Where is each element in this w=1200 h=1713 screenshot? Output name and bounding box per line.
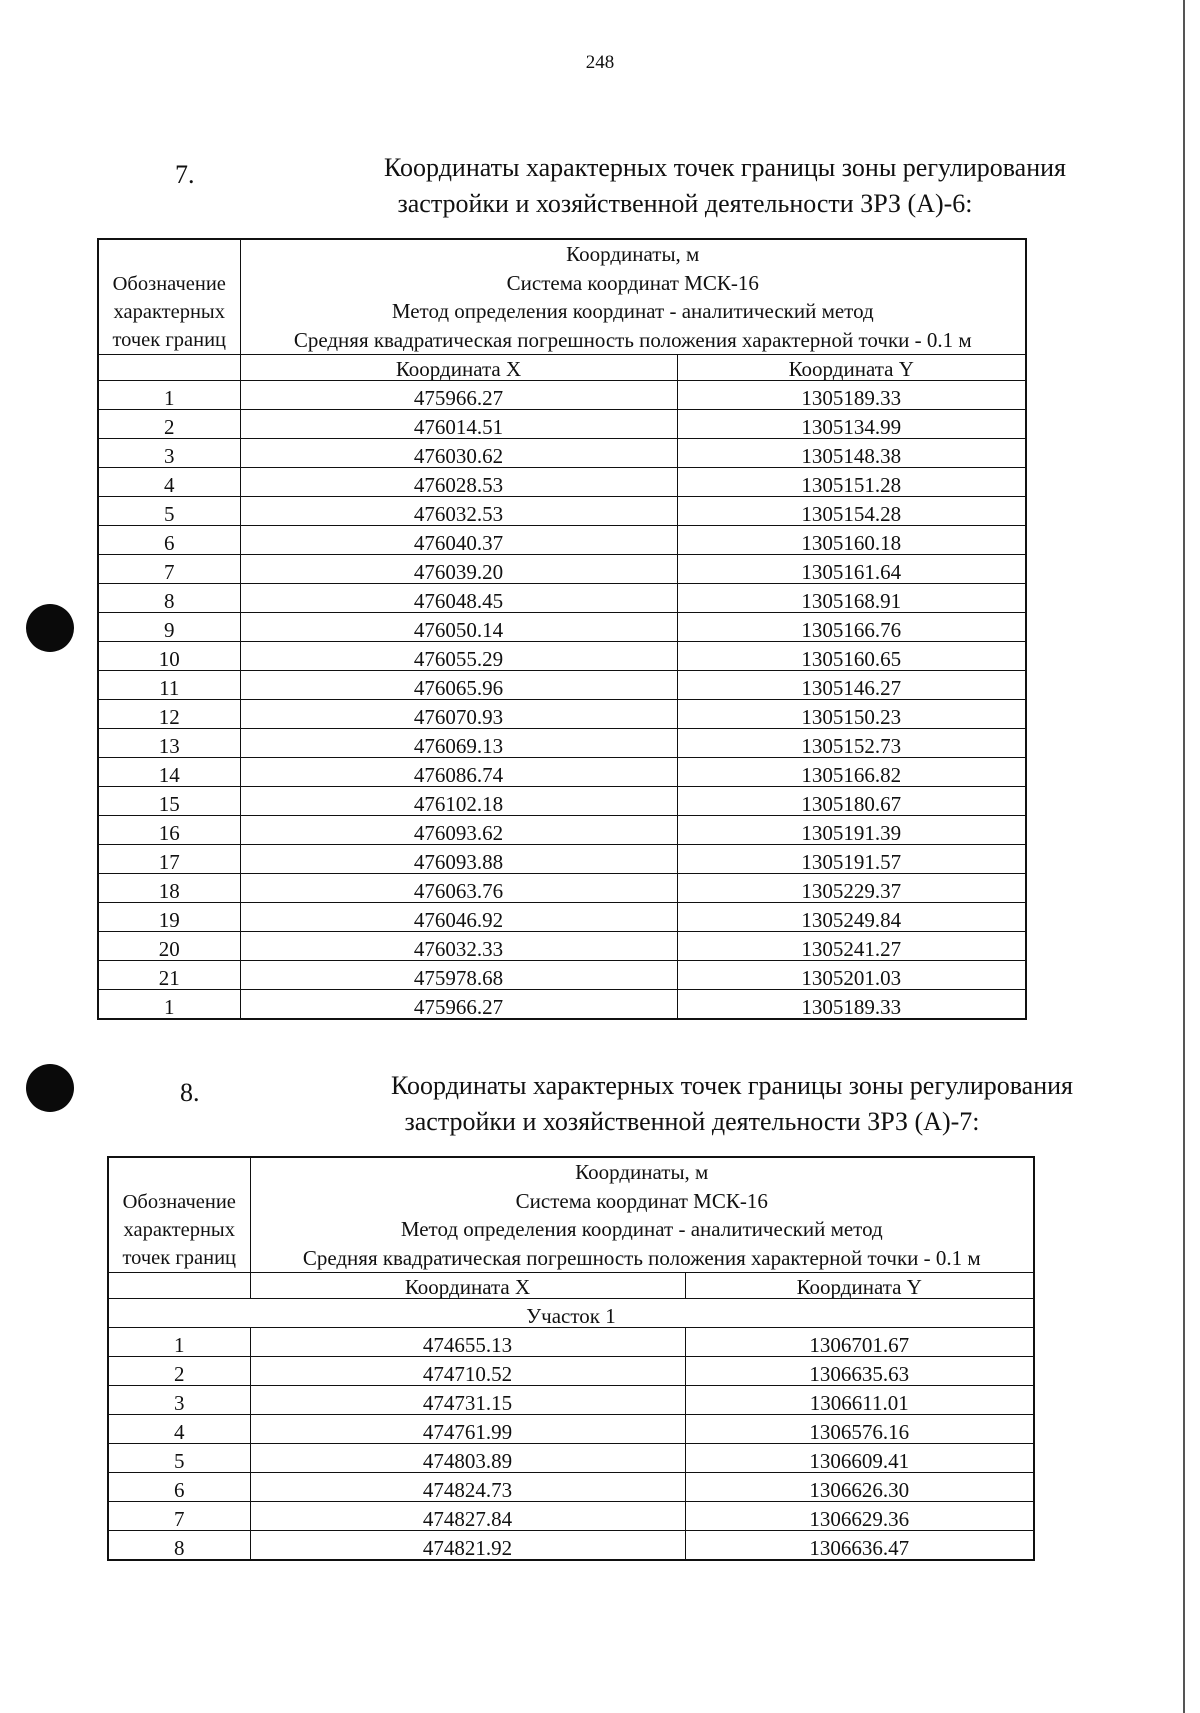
point-number-cell: 19 xyxy=(98,903,240,932)
x-coordinate-cell: 476032.33 xyxy=(240,932,677,961)
x-coordinate-cell: 476039.20 xyxy=(240,555,677,584)
table-row xyxy=(98,903,1026,932)
x-coordinate-cell: 476093.88 xyxy=(240,845,677,874)
x-coordinate-cell: 474710.52 xyxy=(250,1357,685,1386)
y-coordinate-cell: 1306611.01 xyxy=(685,1386,1034,1415)
column-header-y: Координата Y xyxy=(685,1273,1034,1299)
column-header-x: Координата X xyxy=(240,355,677,381)
table-row xyxy=(98,961,1026,990)
point-number-cell: 20 xyxy=(98,932,240,961)
y-coordinate-cell: 1305160.18 xyxy=(677,526,1026,555)
point-number-cell: 14 xyxy=(98,758,240,787)
point-number-cell: 11 xyxy=(98,671,240,700)
table-row xyxy=(98,816,1026,845)
y-coordinate-cell: 1306701.67 xyxy=(685,1328,1034,1357)
y-coordinate-cell: 1305191.57 xyxy=(677,845,1026,874)
point-number-cell: 8 xyxy=(108,1531,250,1561)
x-coordinate-cell: 476028.53 xyxy=(240,468,677,497)
y-coordinate-cell: 1305151.28 xyxy=(677,468,1026,497)
table-row xyxy=(98,613,1026,642)
empty-header-cell xyxy=(98,355,240,381)
point-number-cell: 9 xyxy=(98,613,240,642)
table-row xyxy=(98,671,1026,700)
table-row xyxy=(98,642,1026,671)
header-line: точек границ xyxy=(112,329,227,351)
point-number-cell: 4 xyxy=(108,1415,250,1444)
header-line: Средняя квадратическая погрешность положения характерной точки - 0.1 м xyxy=(293,327,972,352)
table-row xyxy=(108,1502,1034,1531)
point-number-cell: 6 xyxy=(108,1473,250,1502)
table-row xyxy=(98,497,1026,526)
x-coordinate-cell: 476063.76 xyxy=(240,874,677,903)
x-coordinate-cell: 476030.62 xyxy=(240,439,677,468)
section-title-line: застройки и хозяйственной деятельности ЗРЗ (А)-7: xyxy=(404,1107,980,1136)
point-number-cell: 5 xyxy=(98,497,240,526)
point-number-cell: 2 xyxy=(98,410,240,439)
point-number-cell: 21 xyxy=(98,961,240,990)
x-coordinate-cell: 476014.51 xyxy=(240,410,677,439)
y-coordinate-cell: 1305146.27 xyxy=(677,671,1026,700)
table-row xyxy=(98,439,1026,468)
header-line: Обозначение xyxy=(122,1191,236,1213)
x-coordinate-cell: 474821.92 xyxy=(250,1531,685,1561)
x-coordinate-cell: 474655.13 xyxy=(250,1328,685,1357)
point-number-cell: 18 xyxy=(98,874,240,903)
y-coordinate-cell: 1305249.84 xyxy=(677,903,1026,932)
y-coordinate-cell: 1305152.73 xyxy=(677,729,1026,758)
header-line: точек границ xyxy=(122,1247,237,1269)
table-row xyxy=(98,526,1026,555)
point-label-header xyxy=(108,1157,250,1273)
table-row xyxy=(98,729,1026,758)
table-row xyxy=(98,700,1026,729)
table-row xyxy=(98,932,1026,961)
header-line: характерных xyxy=(113,301,225,323)
point-number-cell: 13 xyxy=(98,729,240,758)
y-coordinate-cell: 1305161.64 xyxy=(677,555,1026,584)
header-line: Координаты, м xyxy=(575,1160,709,1184)
x-coordinate-cell: 476040.37 xyxy=(240,526,677,555)
point-number-cell: 6 xyxy=(98,526,240,555)
empty-header-cell xyxy=(108,1273,250,1299)
x-coordinate-cell: 476102.18 xyxy=(240,787,677,816)
table-row xyxy=(108,1386,1034,1415)
x-coordinate-cell: 476086.74 xyxy=(240,758,677,787)
x-coordinate-cell: 475966.27 xyxy=(240,990,677,1020)
y-coordinate-cell: 1306635.63 xyxy=(685,1357,1034,1386)
section-title-line: Координаты характерных точек границы зоны регулирования xyxy=(384,153,1066,182)
point-number-cell: 1 xyxy=(108,1328,250,1357)
point-number-cell: 17 xyxy=(98,845,240,874)
header-line: Система координат МСК-16 xyxy=(515,1188,768,1213)
table-row xyxy=(108,1357,1034,1386)
table-row xyxy=(98,468,1026,497)
x-coordinate-cell: 476069.13 xyxy=(240,729,677,758)
table-row xyxy=(108,1328,1034,1357)
section-title-line: Координаты характерных точек границы зоны регулирования xyxy=(391,1071,1073,1100)
table-row xyxy=(98,758,1026,787)
table-row xyxy=(98,381,1026,410)
header-line: Система координат МСК-16 xyxy=(506,270,759,295)
x-coordinate-cell: 474803.89 xyxy=(250,1444,685,1473)
x-coordinate-cell: 474827.84 xyxy=(250,1502,685,1531)
table-row xyxy=(98,410,1026,439)
x-coordinate-cell: 476055.29 xyxy=(240,642,677,671)
y-coordinate-cell: 1305150.23 xyxy=(677,700,1026,729)
point-number-cell: 1 xyxy=(98,381,240,410)
table-row xyxy=(108,1444,1034,1473)
y-coordinate-cell: 1305134.99 xyxy=(677,410,1026,439)
punch-hole-upper xyxy=(26,604,74,652)
x-coordinate-cell: 476065.96 xyxy=(240,671,677,700)
y-coordinate-cell: 1305189.33 xyxy=(677,990,1026,1020)
point-number-cell: 16 xyxy=(98,816,240,845)
header-line: Метод определения координат - аналитический метод xyxy=(400,1217,883,1241)
point-label-header xyxy=(98,239,240,355)
point-number-cell: 1 xyxy=(98,990,240,1020)
point-number-cell: 2 xyxy=(108,1357,250,1386)
point-number-cell: 12 xyxy=(98,700,240,729)
y-coordinate-cell: 1306636.47 xyxy=(685,1531,1034,1561)
point-number-cell: 7 xyxy=(108,1502,250,1531)
section-number: 7. xyxy=(175,160,195,189)
table-row xyxy=(108,1415,1034,1444)
section-title-line: застройки и хозяйственной деятельности ЗРЗ (А)-6: xyxy=(397,189,973,218)
table-row xyxy=(98,787,1026,816)
header-line: Метод определения координат - аналитический метод xyxy=(391,299,874,323)
y-coordinate-cell: 1305168.91 xyxy=(677,584,1026,613)
y-coordinate-cell: 1306626.30 xyxy=(685,1473,1034,1502)
coordinates-header xyxy=(250,1157,1034,1273)
table-row xyxy=(98,845,1026,874)
section-title xyxy=(277,1068,1107,1140)
table-row xyxy=(98,990,1026,1020)
table-row xyxy=(108,1531,1034,1561)
y-coordinate-cell: 1306629.36 xyxy=(685,1502,1034,1531)
x-coordinate-cell: 474761.99 xyxy=(250,1415,685,1444)
point-number-cell: 15 xyxy=(98,787,240,816)
x-coordinate-cell: 475966.27 xyxy=(240,381,677,410)
point-number-cell: 3 xyxy=(98,439,240,468)
header-line: характерных xyxy=(123,1219,235,1241)
y-coordinate-cell: 1305241.27 xyxy=(677,932,1026,961)
page-number: 248 xyxy=(585,52,615,73)
y-coordinate-cell: 1305191.39 xyxy=(677,816,1026,845)
x-coordinate-cell: 476046.92 xyxy=(240,903,677,932)
point-number-cell: 4 xyxy=(98,468,240,497)
x-coordinate-cell: 476070.93 xyxy=(240,700,677,729)
y-coordinate-cell: 1305229.37 xyxy=(677,874,1026,903)
table-row xyxy=(108,1473,1034,1502)
scan-edge-line xyxy=(1183,0,1185,1713)
point-number-cell: 3 xyxy=(108,1386,250,1415)
x-coordinate-cell: 474731.15 xyxy=(250,1386,685,1415)
point-number-cell: 5 xyxy=(108,1444,250,1473)
y-coordinate-cell: 1306609.41 xyxy=(685,1444,1034,1473)
y-coordinate-cell: 1305166.82 xyxy=(677,758,1026,787)
header-line: Средняя квадратическая погрешность положения характерной точки - 0.1 м xyxy=(302,1245,981,1270)
x-coordinate-cell: 476050.14 xyxy=(240,613,677,642)
y-coordinate-cell: 1305166.76 xyxy=(677,613,1026,642)
section-number: 8. xyxy=(180,1078,200,1107)
y-coordinate-cell: 1306576.16 xyxy=(685,1415,1034,1444)
y-coordinate-cell: 1305180.67 xyxy=(677,787,1026,816)
x-coordinate-cell: 476032.53 xyxy=(240,497,677,526)
header-line: Обозначение xyxy=(112,273,226,295)
coordinates-table xyxy=(107,1156,1035,1561)
punch-hole-lower xyxy=(26,1064,74,1112)
table-row xyxy=(98,555,1026,584)
coordinates-table xyxy=(97,238,1027,1020)
point-number-cell: 7 xyxy=(98,555,240,584)
header-line: Координаты, м xyxy=(566,242,700,266)
column-header-y: Координата Y xyxy=(677,355,1026,381)
x-coordinate-cell: 475978.68 xyxy=(240,961,677,990)
point-number-cell: 8 xyxy=(98,584,240,613)
x-coordinate-cell: 476093.62 xyxy=(240,816,677,845)
y-coordinate-cell: 1305148.38 xyxy=(677,439,1026,468)
x-coordinate-cell: 474824.73 xyxy=(250,1473,685,1502)
y-coordinate-cell: 1305160.65 xyxy=(677,642,1026,671)
plot-section-label: Участок 1 xyxy=(108,1299,1034,1328)
y-coordinate-cell: 1305201.03 xyxy=(677,961,1026,990)
y-coordinate-cell: 1305154.28 xyxy=(677,497,1026,526)
y-coordinate-cell: 1305189.33 xyxy=(677,381,1026,410)
table-row xyxy=(98,584,1026,613)
table-row xyxy=(98,874,1026,903)
column-header-x: Координата X xyxy=(250,1273,685,1299)
point-number-cell: 10 xyxy=(98,642,240,671)
x-coordinate-cell: 476048.45 xyxy=(240,584,677,613)
coordinates-header xyxy=(240,239,1026,355)
section-title xyxy=(270,150,1100,222)
